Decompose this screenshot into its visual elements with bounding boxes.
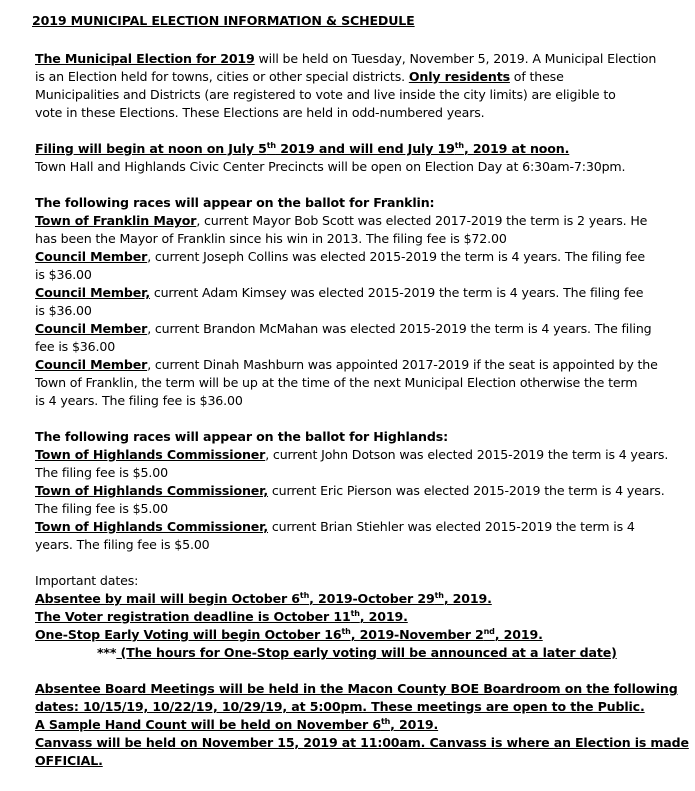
council-2-line-1: Council Member, current Adam Kimsey was elected 2015-2019 the term is 4 years. The filing fee — [35, 285, 644, 300]
board-meetings-line-2: dates: 10/15/19, 10/22/19, 10/29/19, at 5:00pm. These meetings are open to the Public. — [35, 699, 645, 714]
race-label: Council Member — [35, 321, 148, 336]
council-4-line-3: is 4 years. The filing fee is $36.00 — [35, 393, 243, 408]
franklin-mayor-line-2: has been the Mayor of Franklin since his win in 2013. The filing fee is $72.00 — [35, 231, 507, 246]
highlands-3-line-1: Town of Highlands Commissioner, current Brian Stiehler was elected 2015-2019 the term is 4 — [35, 519, 635, 534]
race-label: Town of Highlands Commissioner, — [35, 483, 269, 498]
highlands-heading: The following races will appear on the ballot for Highlands: — [35, 429, 448, 444]
canvass-line-2: OFFICIAL. — [35, 753, 103, 768]
highlands-2-line-1: Town of Highlands Commissioner, current Eric Pierson was elected 2015-2019 the term is 4 years. — [35, 483, 665, 498]
one-stop-hours-note: *** (The hours for One-Stop early voting will be announced at a later date) — [97, 645, 617, 660]
intro-lead: The Municipal Election for 2019 — [35, 51, 255, 66]
only-residents-emphasis: Only residents — [408, 69, 510, 84]
highlands-3-line-2: years. The filing fee is $5.00 — [35, 537, 210, 552]
race-label: Council Member — [35, 249, 148, 264]
dates-heading: Important dates: — [35, 573, 139, 588]
intro-line-3: Municipalities and Districts (are registered to vote and live inside the city limits) are eligible to — [35, 87, 616, 102]
council-2-line-2: is $36.00 — [35, 303, 92, 318]
registration-deadline: The Voter registration deadline is October 11th, 2019. — [35, 608, 408, 624]
race-label: Town of Highlands Commissioner, — [35, 519, 269, 534]
council-3-line-2: fee is $36.00 — [35, 339, 116, 354]
intro-line-4: vote in these Elections. These Elections are held in odd-numbered years. — [35, 105, 485, 120]
highlands-1-line-2: The filing fee is $5.00 — [35, 465, 168, 480]
absentee-dates: Absentee by mail will begin October 6th, 2019-October 29th, 2019. — [35, 590, 492, 606]
document-title: 2019 MUNICIPAL ELECTION INFORMATION & SCHEDULE — [32, 13, 415, 28]
council-1-line-2: is $36.00 — [35, 267, 92, 282]
highlands-2-line-2: The filing fee is $5.00 — [35, 501, 168, 516]
one-stop-dates: One-Stop Early Voting will begin October 16th, 2019-November 2nd, 2019. — [35, 626, 543, 642]
council-4-line-1: Council Member, current Dinah Mashburn was appointed 2017-2019 if the seat is appointed by the — [35, 357, 658, 372]
council-4-line-2: Town of Franklin, the term will be up at the time of the next Municipal Election otherwise the term — [35, 375, 638, 390]
intro-line-2: is an Election held for towns, cities or other special districts. Only residents of these — [35, 69, 564, 84]
franklin-heading: The following races will appear on the ballot for Franklin: — [35, 195, 435, 210]
intro-line-1: The Municipal Election for 2019 will be held on Tuesday, November 5, 2019. A Municipal Election — [35, 51, 657, 66]
council-1-line-1: Council Member, current Joseph Collins was elected 2015-2019 the term is 4 years. The filing fee — [35, 249, 646, 264]
filing-period: Filing will begin at noon on July 5th 2019 and will end July 19th, 2019 at noon. — [35, 140, 570, 156]
precinct-hours: Town Hall and Highlands Civic Center Precincts will be open on Election Day at 6:30am-7:30pm. — [35, 159, 626, 174]
board-meetings-line-1: Absentee Board Meetings will be held in the Macon County BOE Boardroom on the following — [35, 681, 678, 696]
race-label: Council Member, — [35, 285, 150, 300]
race-label: Council Member — [35, 357, 148, 372]
race-label: Town of Highlands Commissioner — [35, 447, 266, 462]
franklin-mayor-line-1: Town of Franklin Mayor, current Mayor Bob Scott was elected 2017-2019 the term is 2 years. He — [35, 213, 648, 228]
council-3-line-1: Council Member, current Brandon McMahan was elected 2015-2019 the term is 4 years. The filing — [35, 321, 652, 336]
highlands-1-line-1: Town of Highlands Commissioner, current John Dotson was elected 2015-2019 the term is 4 years. — [35, 447, 669, 462]
race-label: Town of Franklin Mayor — [35, 213, 197, 228]
sample-hand-count: A Sample Hand Count will be held on November 6th, 2019. — [35, 716, 439, 732]
canvass-line-1: Canvass will be held on November 15, 2019 at 11:00am. Canvass is where an Election is made — [35, 735, 689, 750]
